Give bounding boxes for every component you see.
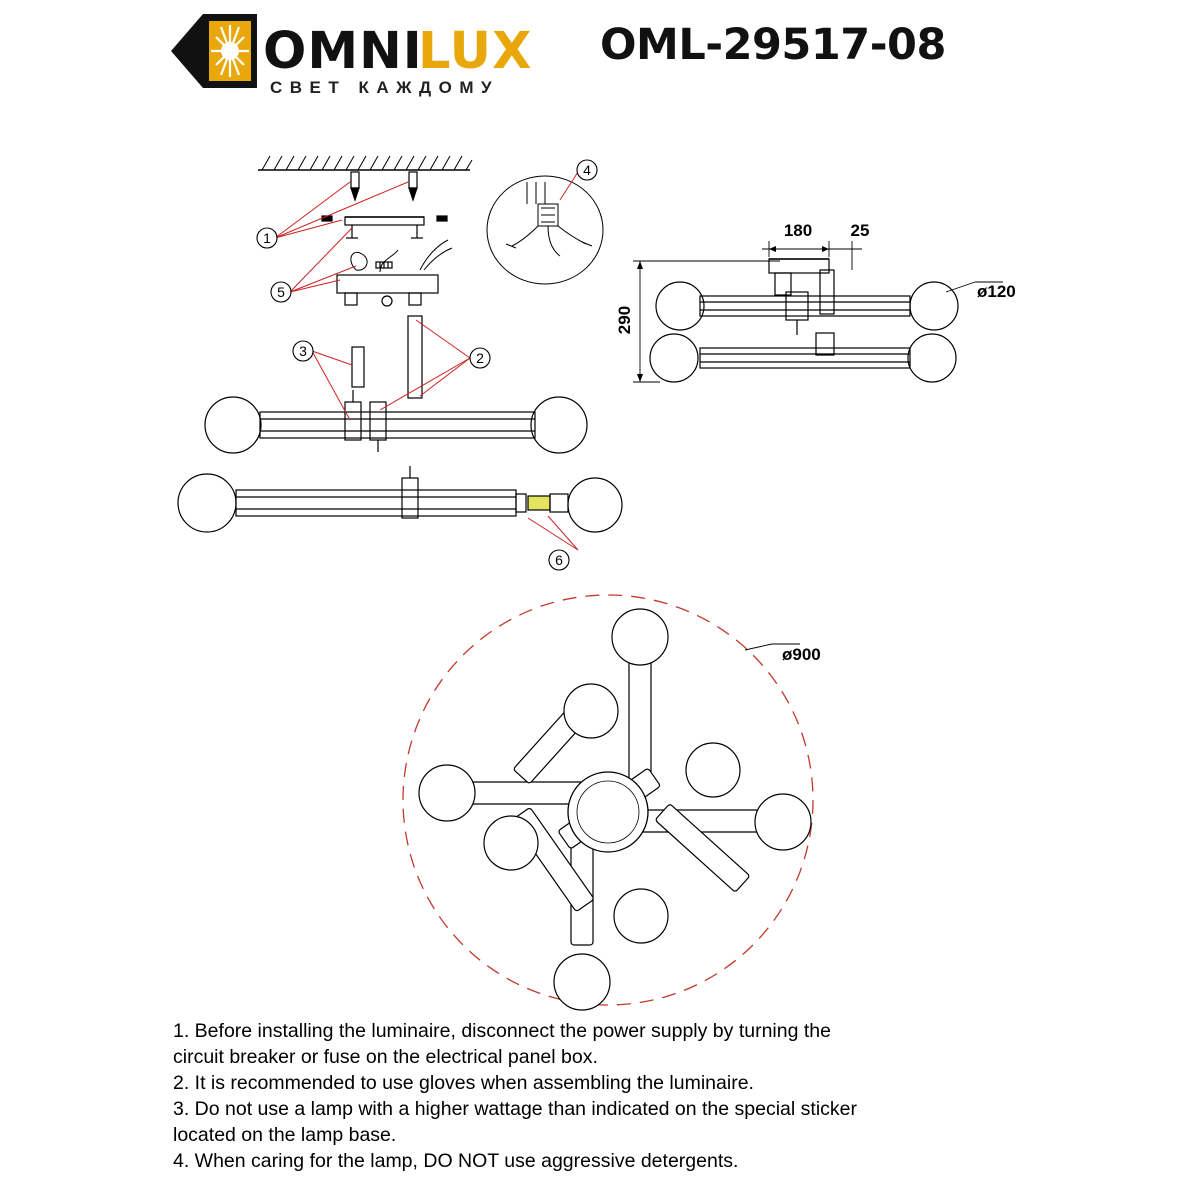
stem-parts [352,316,422,398]
callout-4 [577,160,597,180]
dim-width-label: 180 [783,221,813,240]
omnilux-sunburst-logo-icon [163,12,259,90]
dimensioned-elevation-view [650,259,958,382]
mounting-bracket [322,216,447,238]
callout-leaders [275,172,578,550]
instruction-1-line1: 1. Before installing the luminaire, disconnect the power supply by turning the [173,1020,831,1042]
overall-diameter-label: ø900 [782,645,821,664]
product-model-code: OML-29517-08 [600,20,946,70]
wiring [351,240,452,272]
drawing-canvas [0,120,1200,1020]
svg-text:1: 1 [263,230,271,246]
svg-text:6: 6 [555,552,563,568]
ceiling-symbol [258,156,472,170]
callout-6 [549,550,569,570]
instructions-block [173,1018,1043,1174]
brand-name-lux: LUX [418,22,533,81]
mounting-screws [351,172,417,200]
elevation-dimensions [633,241,1003,382]
instruction-3-line1: 3. Do not use a lamp with a higher wattage than indicated on the special sticker [173,1098,857,1120]
svg-text:2: 2 [476,350,484,366]
instruction-2: 2. It is recommended to use gloves when assembling the luminaire. [173,1072,754,1094]
callout-3 [293,341,313,361]
svg-text:3: 3 [299,343,307,359]
svg-text:5: 5 [277,284,285,300]
plan-view [403,595,821,1010]
instruction-3-line2: located on the lamp base. [173,1124,397,1146]
technical-drawing [0,120,1200,1020]
page-header [0,0,1200,120]
exploded-assembly-view [178,156,622,532]
dim-height-label: 290 [615,305,634,335]
callout-5 [271,282,291,302]
brand-slogan: СВЕТ КАЖДОМУ [270,78,500,97]
canopy-plate [337,275,438,306]
dim-offset-label: 25 [850,221,870,240]
dim-sphere-diameter-label: ø120 [977,282,1016,301]
brand-logo [163,12,553,108]
lamp-body-side-view-upper [205,390,587,453]
svg-text:4: 4 [583,162,591,178]
brand-name-omni: OMNI [263,22,423,81]
callout-2 [470,348,490,368]
instruction-4: 4. When caring for the lamp, DO NOT use aggressive detergents. [173,1150,739,1172]
plan-center-hub [568,772,648,852]
lamp-body-side-view-lower [178,466,622,532]
detail-bubble-terminal [487,176,603,284]
instruction-1-line2: circuit breaker or fuse on the electrical panel box. [173,1046,598,1068]
callout-1 [257,228,277,248]
